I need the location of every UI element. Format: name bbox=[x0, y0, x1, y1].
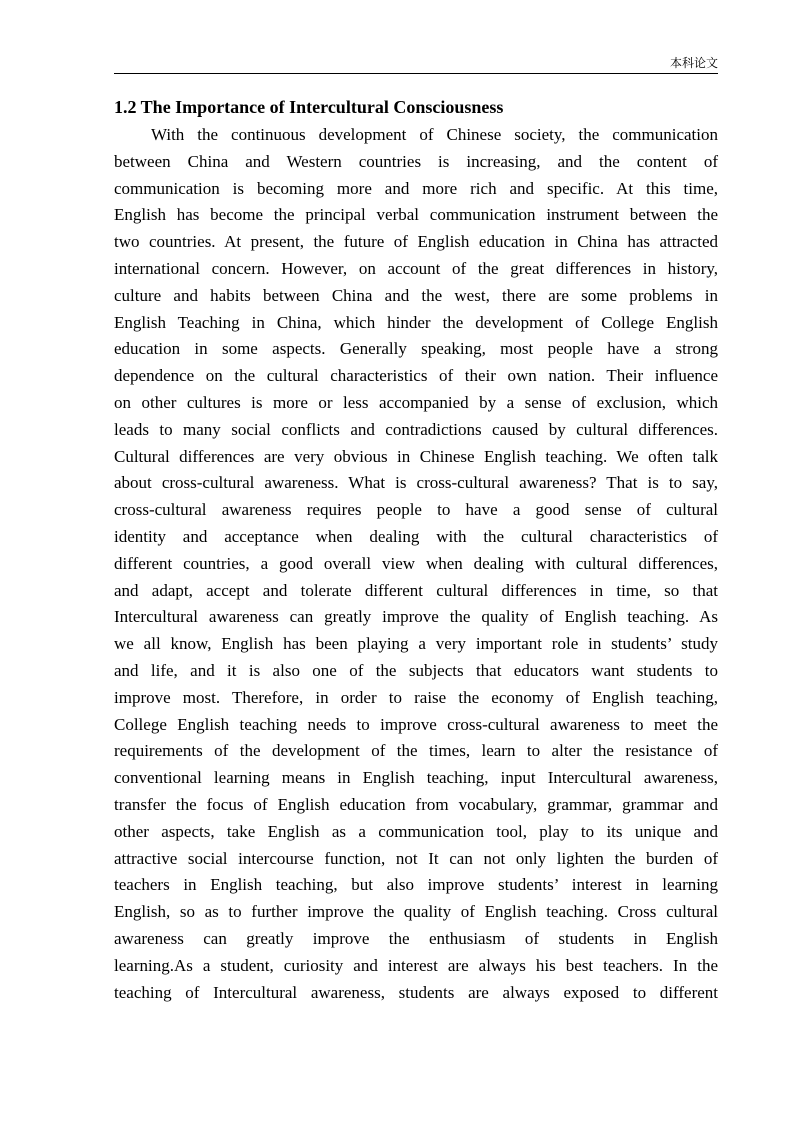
paragraph-line: English Teaching in China, which hinder the development of College English bbox=[114, 312, 718, 332]
paragraph-line: awareness can greatly improve the enthusiasm of students in English bbox=[114, 928, 718, 948]
paragraph-line: and life, and it is also one of the subjects that educators want students to bbox=[114, 660, 718, 680]
header-label: 本科论文 bbox=[669, 56, 718, 70]
paragraph-line: between China and Western countries is increasing, and the content of bbox=[114, 151, 718, 171]
paragraph-line: English has become the principal verbal communication instrument between the bbox=[114, 205, 718, 225]
paragraph-line: we all know, English has been playing a very important role in students’ study bbox=[114, 634, 718, 654]
paragraph-line: dependence on the cultural characteristics of their own nation. Their influence bbox=[114, 366, 718, 386]
paragraph-line: on other cultures is more or less accompanied by a sense of exclusion, which bbox=[114, 392, 718, 412]
paragraph-line: cross-cultural awareness requires people to have a good sense of cultural bbox=[114, 500, 718, 520]
paragraph-line: about cross-cultural awareness. What is cross-cultural awareness? That is to say, bbox=[114, 473, 718, 493]
paragraph-line: other aspects, take English as a communication tool, play to its unique and bbox=[114, 821, 718, 841]
paragraph-line: With the continuous development of Chinese society, the communication bbox=[151, 125, 718, 144]
paragraph-line: improve most. Therefore, in order to raise the economy of English teaching, bbox=[114, 687, 718, 707]
paragraph-line: international concern. However, on account of the great differences in history, bbox=[114, 258, 718, 278]
paragraph-line: requirements of the development of the times, learn to alter the resistance of bbox=[114, 741, 718, 761]
paragraph-line: College English teaching needs to improve cross-cultural awareness to meet the bbox=[114, 714, 718, 734]
paragraph-line: and adapt, accept and tolerate different cultural differences in time, so that bbox=[114, 580, 718, 600]
paragraph-line: attractive social intercourse function, not It can not only lighten the burden of bbox=[114, 848, 718, 868]
paragraph-line: English, so as to further improve the quality of English teaching. Cross cultural bbox=[114, 902, 718, 922]
paragraph-line: transfer the focus of English education from vocabulary, grammar, grammar and bbox=[114, 794, 718, 814]
paragraph-line: learning.As a student, curiosity and interest are always his best teachers. In the bbox=[114, 955, 718, 975]
page-header bbox=[114, 54, 718, 74]
paragraph-line: Intercultural awareness can greatly improve the quality of English teaching. As bbox=[114, 607, 718, 627]
body-paragraph bbox=[114, 122, 718, 1006]
paragraph-line: conventional learning means in English teaching, input Intercultural awareness, bbox=[114, 768, 718, 788]
paragraph-line: identity and acceptance when dealing with the cultural characteristics of bbox=[114, 526, 718, 546]
paragraph-line: communication is becoming more and more rich and specific. At this time, bbox=[114, 178, 718, 198]
paragraph-line: education in some aspects. Generally speaking, most people have a strong bbox=[114, 339, 718, 359]
paragraph-line: teaching of Intercultural awareness, students are always exposed to different bbox=[114, 982, 718, 1002]
paragraph-line: Cultural differences are very obvious in Chinese English teaching. We often talk bbox=[114, 446, 718, 466]
paragraph-line: teachers in English teaching, but also improve students’ interest in learning bbox=[114, 875, 718, 895]
paragraph-line: culture and habits between China and the west, there are some problems in bbox=[114, 285, 718, 305]
paragraph-line: leads to many social conflicts and contradictions caused by cultural differences. bbox=[114, 419, 718, 439]
paragraph-line: different countries, a good overall view when dealing with cultural differences, bbox=[114, 553, 718, 573]
paragraph-line: two countries. At present, the future of English education in China has attracted bbox=[114, 232, 718, 252]
section-title: 1.2 The Importance of Intercultural Consciousness bbox=[114, 97, 504, 117]
